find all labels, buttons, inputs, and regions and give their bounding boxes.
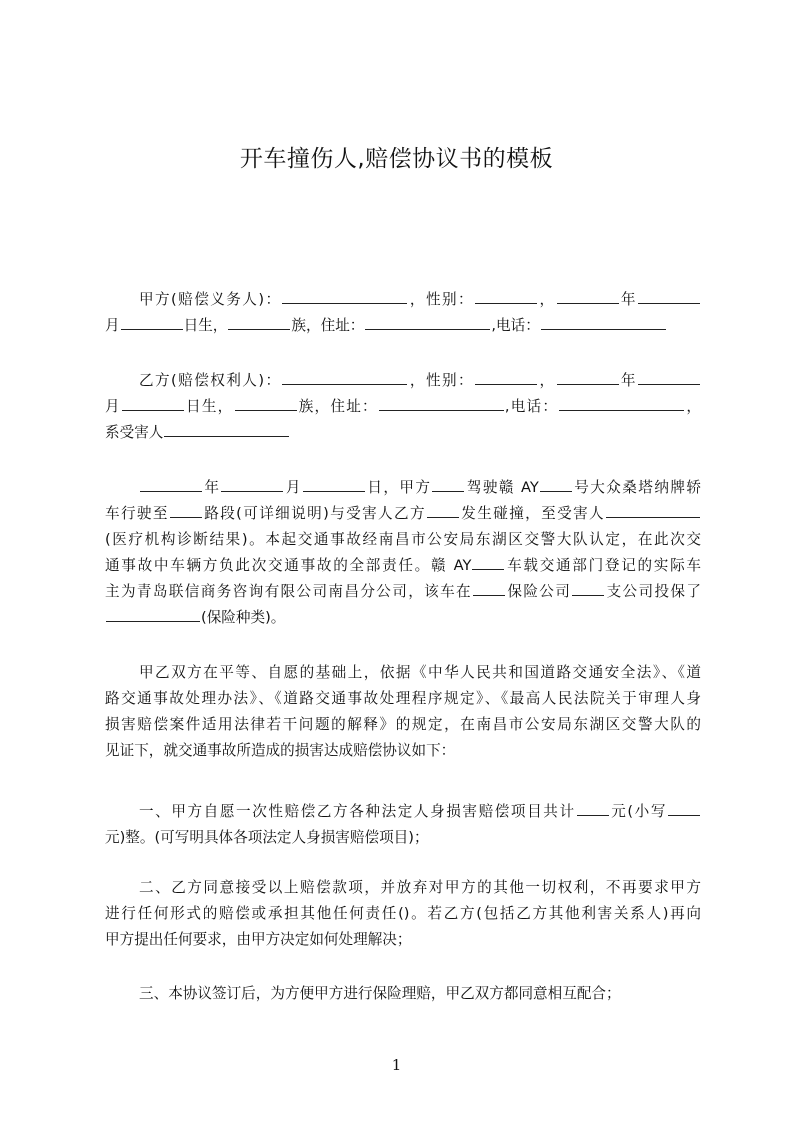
party-b-paragraph bbox=[105, 368, 701, 446]
blank-field[interactable] bbox=[228, 314, 290, 330]
blank-field[interactable] bbox=[106, 606, 200, 622]
blank-field[interactable] bbox=[541, 314, 666, 330]
blank-field[interactable] bbox=[122, 395, 184, 411]
clause-1-line-2: 元)整。(可写明具体各项法定人身损害赔偿项目)； bbox=[105, 829, 429, 846]
blank-field[interactable] bbox=[379, 395, 504, 411]
basis-line-1: 甲乙双方在平等、自愿的基础上，依据《中华人民共和国道路交通安全法》、《道 bbox=[139, 664, 701, 681]
blank-field[interactable] bbox=[668, 800, 700, 816]
party-a-line-1: 甲方(赔偿义务人)： ，性别： ， 年 bbox=[105, 287, 701, 313]
blank-field[interactable] bbox=[472, 554, 504, 570]
incident-line-4: 通事故中车辆方负此次交通事故的全部责任。赣 AY 车载交通部门登记的实际车 bbox=[105, 553, 701, 579]
basis-line-2: 路交通事故处理办法》、《道路交通事故处理程序规定》、《最高人民法院关于审理人身 bbox=[105, 690, 701, 707]
blank-field[interactable] bbox=[164, 421, 289, 437]
blank-field[interactable] bbox=[475, 288, 537, 304]
blank-field[interactable] bbox=[170, 502, 202, 518]
incident-paragraph bbox=[105, 475, 701, 631]
blank-field[interactable] bbox=[282, 369, 407, 385]
blank-field[interactable] bbox=[559, 395, 684, 411]
basis-line-4: 见证下，就交通事故所造成的损害达成赔偿协议如下： bbox=[105, 742, 456, 759]
clause-3 bbox=[105, 981, 701, 1007]
blank-field[interactable] bbox=[475, 369, 537, 385]
blank-field[interactable] bbox=[235, 395, 297, 411]
blank-field[interactable] bbox=[540, 476, 572, 492]
blank-field[interactable] bbox=[557, 369, 619, 385]
clause-1 bbox=[105, 799, 701, 851]
blank-field[interactable] bbox=[572, 580, 604, 596]
clause-3-line-1: 三、本协议签订后，为方便甲方进行保险理赔，甲乙双方都同意相互配合； bbox=[139, 985, 621, 1002]
document-title: 开车撞伤人,赔偿协议书的模板 bbox=[239, 146, 554, 172]
blank-field[interactable] bbox=[365, 314, 490, 330]
party-b-line-3: 系受害人 bbox=[105, 420, 701, 446]
clause-2-line-1: 二、乙方同意接受以上赔偿款项，并放弃对甲方的其他一切权利，不再要求甲方 bbox=[139, 879, 701, 896]
blank-field[interactable] bbox=[282, 288, 407, 304]
blank-field[interactable] bbox=[427, 502, 459, 518]
party-a-paragraph bbox=[105, 287, 701, 339]
blank-field[interactable] bbox=[557, 288, 619, 304]
basis-line-3: 损害赔偿案件适用法律若干问题的解释》的规定，在南昌市公安局东湖区交警大队的 bbox=[105, 716, 701, 733]
blank-field[interactable] bbox=[303, 476, 365, 492]
page-number: 1 bbox=[391, 1056, 402, 1074]
incident-line-5: 主为青岛联信商务咨询有限公司南昌分公司，该车在 保险公司 支公司投保了 bbox=[105, 579, 701, 605]
clause-1-line-1: 一、甲方自愿一次性赔偿乙方各种法定人身损害赔偿项目共计 元(小写 bbox=[105, 799, 701, 825]
blank-field[interactable] bbox=[473, 580, 505, 596]
party-b-line-2: 月 日生， 族，住址： ,电话： ， bbox=[105, 394, 701, 420]
incident-line-1: 年 月 日，甲方 驾驶赣 AY 号大众桑塔纳牌轿 bbox=[105, 475, 701, 501]
blank-field[interactable] bbox=[577, 800, 609, 816]
blank-field[interactable] bbox=[432, 476, 464, 492]
blank-field[interactable] bbox=[121, 314, 183, 330]
clause-2-line-3: 甲方提出任何要求，由甲方决定如何处理解决； bbox=[105, 931, 412, 948]
blank-field[interactable] bbox=[638, 369, 700, 385]
blank-field[interactable] bbox=[140, 476, 202, 492]
basis-paragraph bbox=[105, 660, 701, 764]
blank-field[interactable] bbox=[221, 476, 283, 492]
incident-line-3: (医疗机构诊断结果)。本起交通事故经南昌市公安局东湖区交警大队认定，在此次交 bbox=[105, 531, 701, 548]
clause-2-line-2: 进行任何形式的赔偿或承担其他任何责任()。若乙方(包括乙方其他利害关系人)再向 bbox=[105, 905, 701, 922]
blank-field[interactable] bbox=[606, 502, 700, 518]
incident-line-2: 车行驶至 路段(可详细说明)与受害人乙方 发生碰撞，至受害人 bbox=[105, 501, 701, 527]
blank-field[interactable] bbox=[638, 288, 700, 304]
party-a-line-2: 月 日生， 族，住址： ,电话： bbox=[105, 313, 701, 339]
party-b-line-1: 乙方(赔偿权利人)： ，性别： ， 年 bbox=[105, 368, 701, 394]
incident-line-6: (保险种类)。 bbox=[105, 605, 701, 631]
clause-2 bbox=[105, 875, 701, 953]
